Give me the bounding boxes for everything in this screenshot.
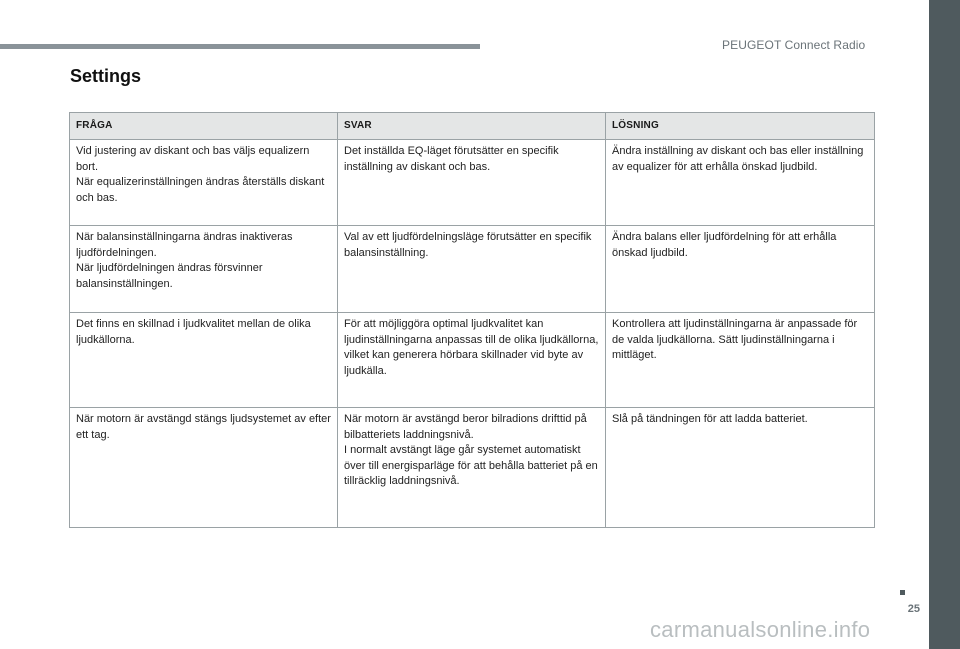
solution-cell: Slå på tändningen för att ladda batteriet. — [606, 408, 875, 528]
column-header-answer: SVAR — [338, 113, 606, 140]
header-title: PEUGEOT Connect Radio — [722, 38, 866, 52]
column-header-solution: LÖSNING — [606, 113, 875, 140]
page-number: 25 — [907, 603, 920, 615]
question-cell: När balansinställningarna ändras inaktiveras ljudfördelningen. När ljudfördelningen ändras försvinner balansinställningen. — [70, 226, 338, 313]
solution-cell: Ändra inställning av diskant och bas eller inställning av equalizer för att erhålla önskad ljudbild. — [606, 140, 875, 226]
answer-cell: När motorn är avstängd beror bilradions drifttid på bilbatteriets laddningsnivå. I normalt avstängt läge går systemet automatiskt över till energisparläge för att behålla batteriet på en tillräcklig laddningsnivå. — [338, 408, 606, 528]
question-cell: Vid justering av diskant och bas väljs equalizern bort. När equalizerinställningen ändras återställs diskant och bas. — [70, 140, 338, 226]
solution-cell: Ändra balans eller ljudfördelning för att erhålla önskad ljudbild. — [606, 226, 875, 313]
question-cell: När motorn är avstängd stängs ljudsystemet av efter ett tag. — [70, 408, 338, 528]
table-row — [70, 226, 875, 313]
solution-cell: Kontrollera att ljudinställningarna är anpassade för de valda ljudkällorna. Sätt ljudinställningarna i mittläget. — [606, 313, 875, 408]
question-cell: Det finns en skillnad i ljudkvalitet mellan de olika ljudkällorna. — [70, 313, 338, 408]
answer-cell: Val av ett ljudfördelningsläge förutsätter en specifik balansinställning. — [338, 226, 606, 313]
page-title: Settings — [70, 66, 142, 86]
watermark: carmanualsonline.info — [650, 617, 871, 642]
table-row — [70, 408, 875, 528]
column-header-question: FRÅGA — [70, 113, 338, 140]
continuation-mark — [900, 590, 905, 595]
table-row — [70, 140, 875, 226]
table-header-row — [70, 113, 875, 140]
troubleshooting-table — [69, 112, 875, 528]
side-band — [929, 0, 960, 649]
table-row — [70, 313, 875, 408]
header-rule — [0, 44, 480, 49]
answer-cell: För att möjliggöra optimal ljudkvalitet kan ljudinställningarna anpassas till de olika ljudkällorna, vilket kan generera hörbara skillnader vid byte av ljudkälla. — [338, 313, 606, 408]
answer-cell: Det inställda EQ-läget förutsätter en specifik inställning av diskant och bas. — [338, 140, 606, 226]
